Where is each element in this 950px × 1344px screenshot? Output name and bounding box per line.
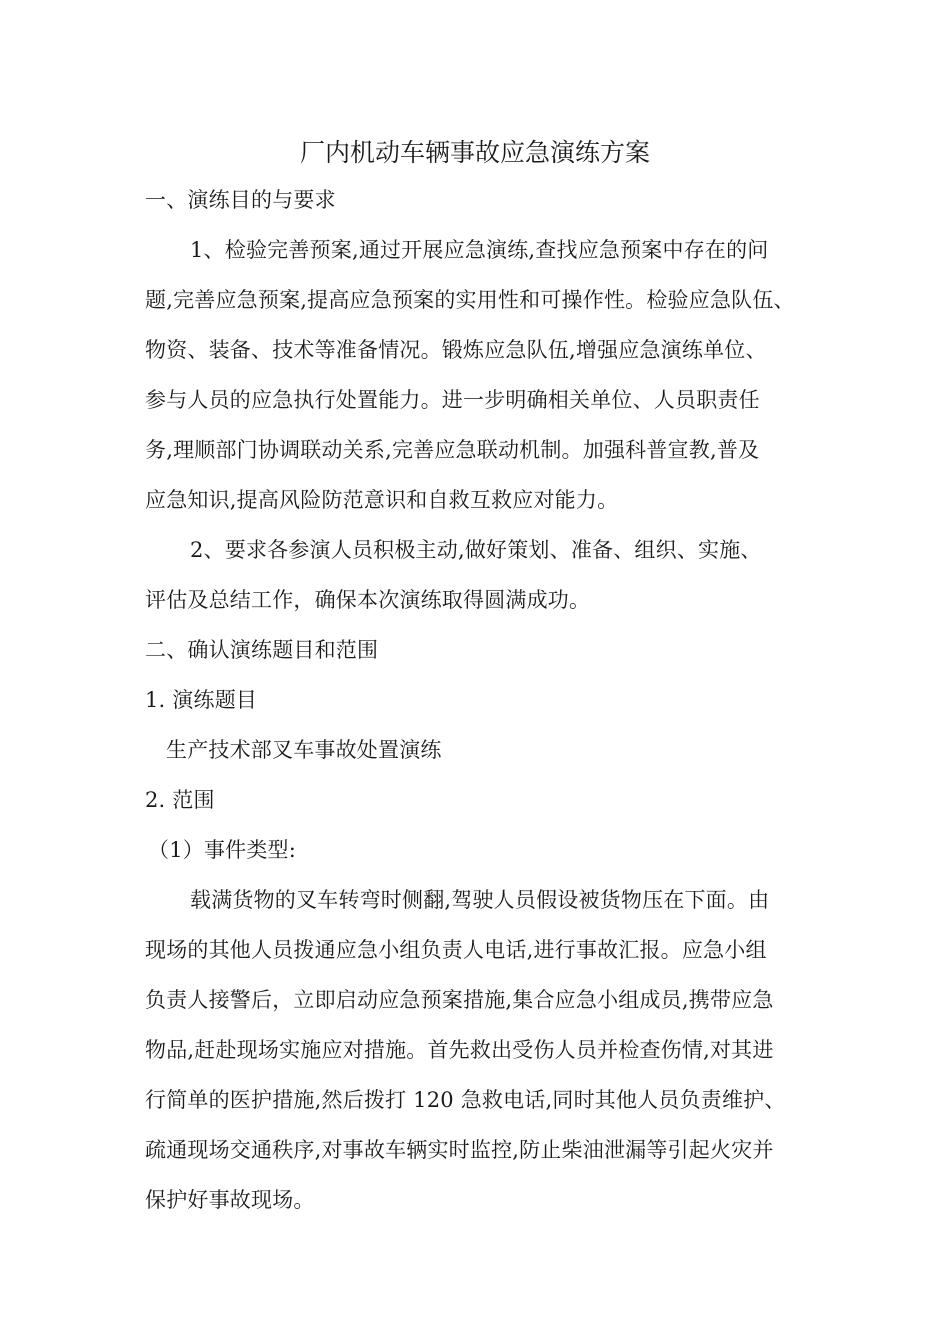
section-heading-2: 二、确认演练题目和范围 [145,638,379,662]
paragraph-line: 务,理顺部门协调联动关系,完善应急联动机制。加强科普宣教,普及 [145,438,760,462]
paragraph-line: 评估及总结工作，确保本次演练取得圆满成功。 [145,588,591,612]
paragraph-line: 保护好事故现场。 [145,1188,315,1212]
section-heading-1: 一、演练目的与要求 [145,188,336,212]
paragraph-line: 题,完善应急预案,提高应急预案的实用性和可操作性。检验应急队伍、 [145,288,795,312]
paragraph-line: 2、要求各参演人员积极主动,做好策划、准备、组织、实施、 [190,538,762,562]
paragraph-line: 物资、装备、技术等准备情况。锻炼应急队伍,增强应急演练单位、 [145,338,767,362]
paragraph-line: 现场的其他人员拨通应急小组负责人电话,进行事故汇报。应急小组 [145,938,767,962]
paragraph-line: 物品,赶赴现场实施应对措施。首先救出受伤人员并检查伤情,对其进 [145,1038,774,1062]
paragraph-line: 行简单的医护措施,然后拨打 120 急救电话,同时其他人员负责维护、 [145,1088,786,1112]
paragraph-line: 应急知识,提高风险防范意识和自救互救应对能力。 [145,488,619,512]
paragraph-line: 1、检验完善预案,通过开展应急演练,查找应急预案中存在的问 [190,238,769,262]
subheading-drill-topic: 1. 演练题目 [145,688,258,712]
paragraph-line: 疏通现场交通秩序,对事故车辆实时监控,防止柴油泄漏等引起火灾并 [145,1138,774,1162]
document-title: 厂内机动车辆事故应急演练方案 [299,138,650,167]
subheading-scope: 2. 范围 [145,788,215,812]
paragraph-line: 负责人接警后，立即启动应急预案措施,集合应急小组成员,携带应急 [145,988,774,1012]
drill-topic-text: 生产技术部叉车事故处置演练 [166,738,442,762]
event-type-label: （1）事件类型: [148,838,297,862]
paragraph-line: 载满货物的叉车转弯时侧翻,驾驶人员假设被货物压在下面。由 [190,888,770,912]
paragraph-line: 参与人员的应急执行处置能力。进一步明确相关单位、人员职责任 [145,388,760,412]
